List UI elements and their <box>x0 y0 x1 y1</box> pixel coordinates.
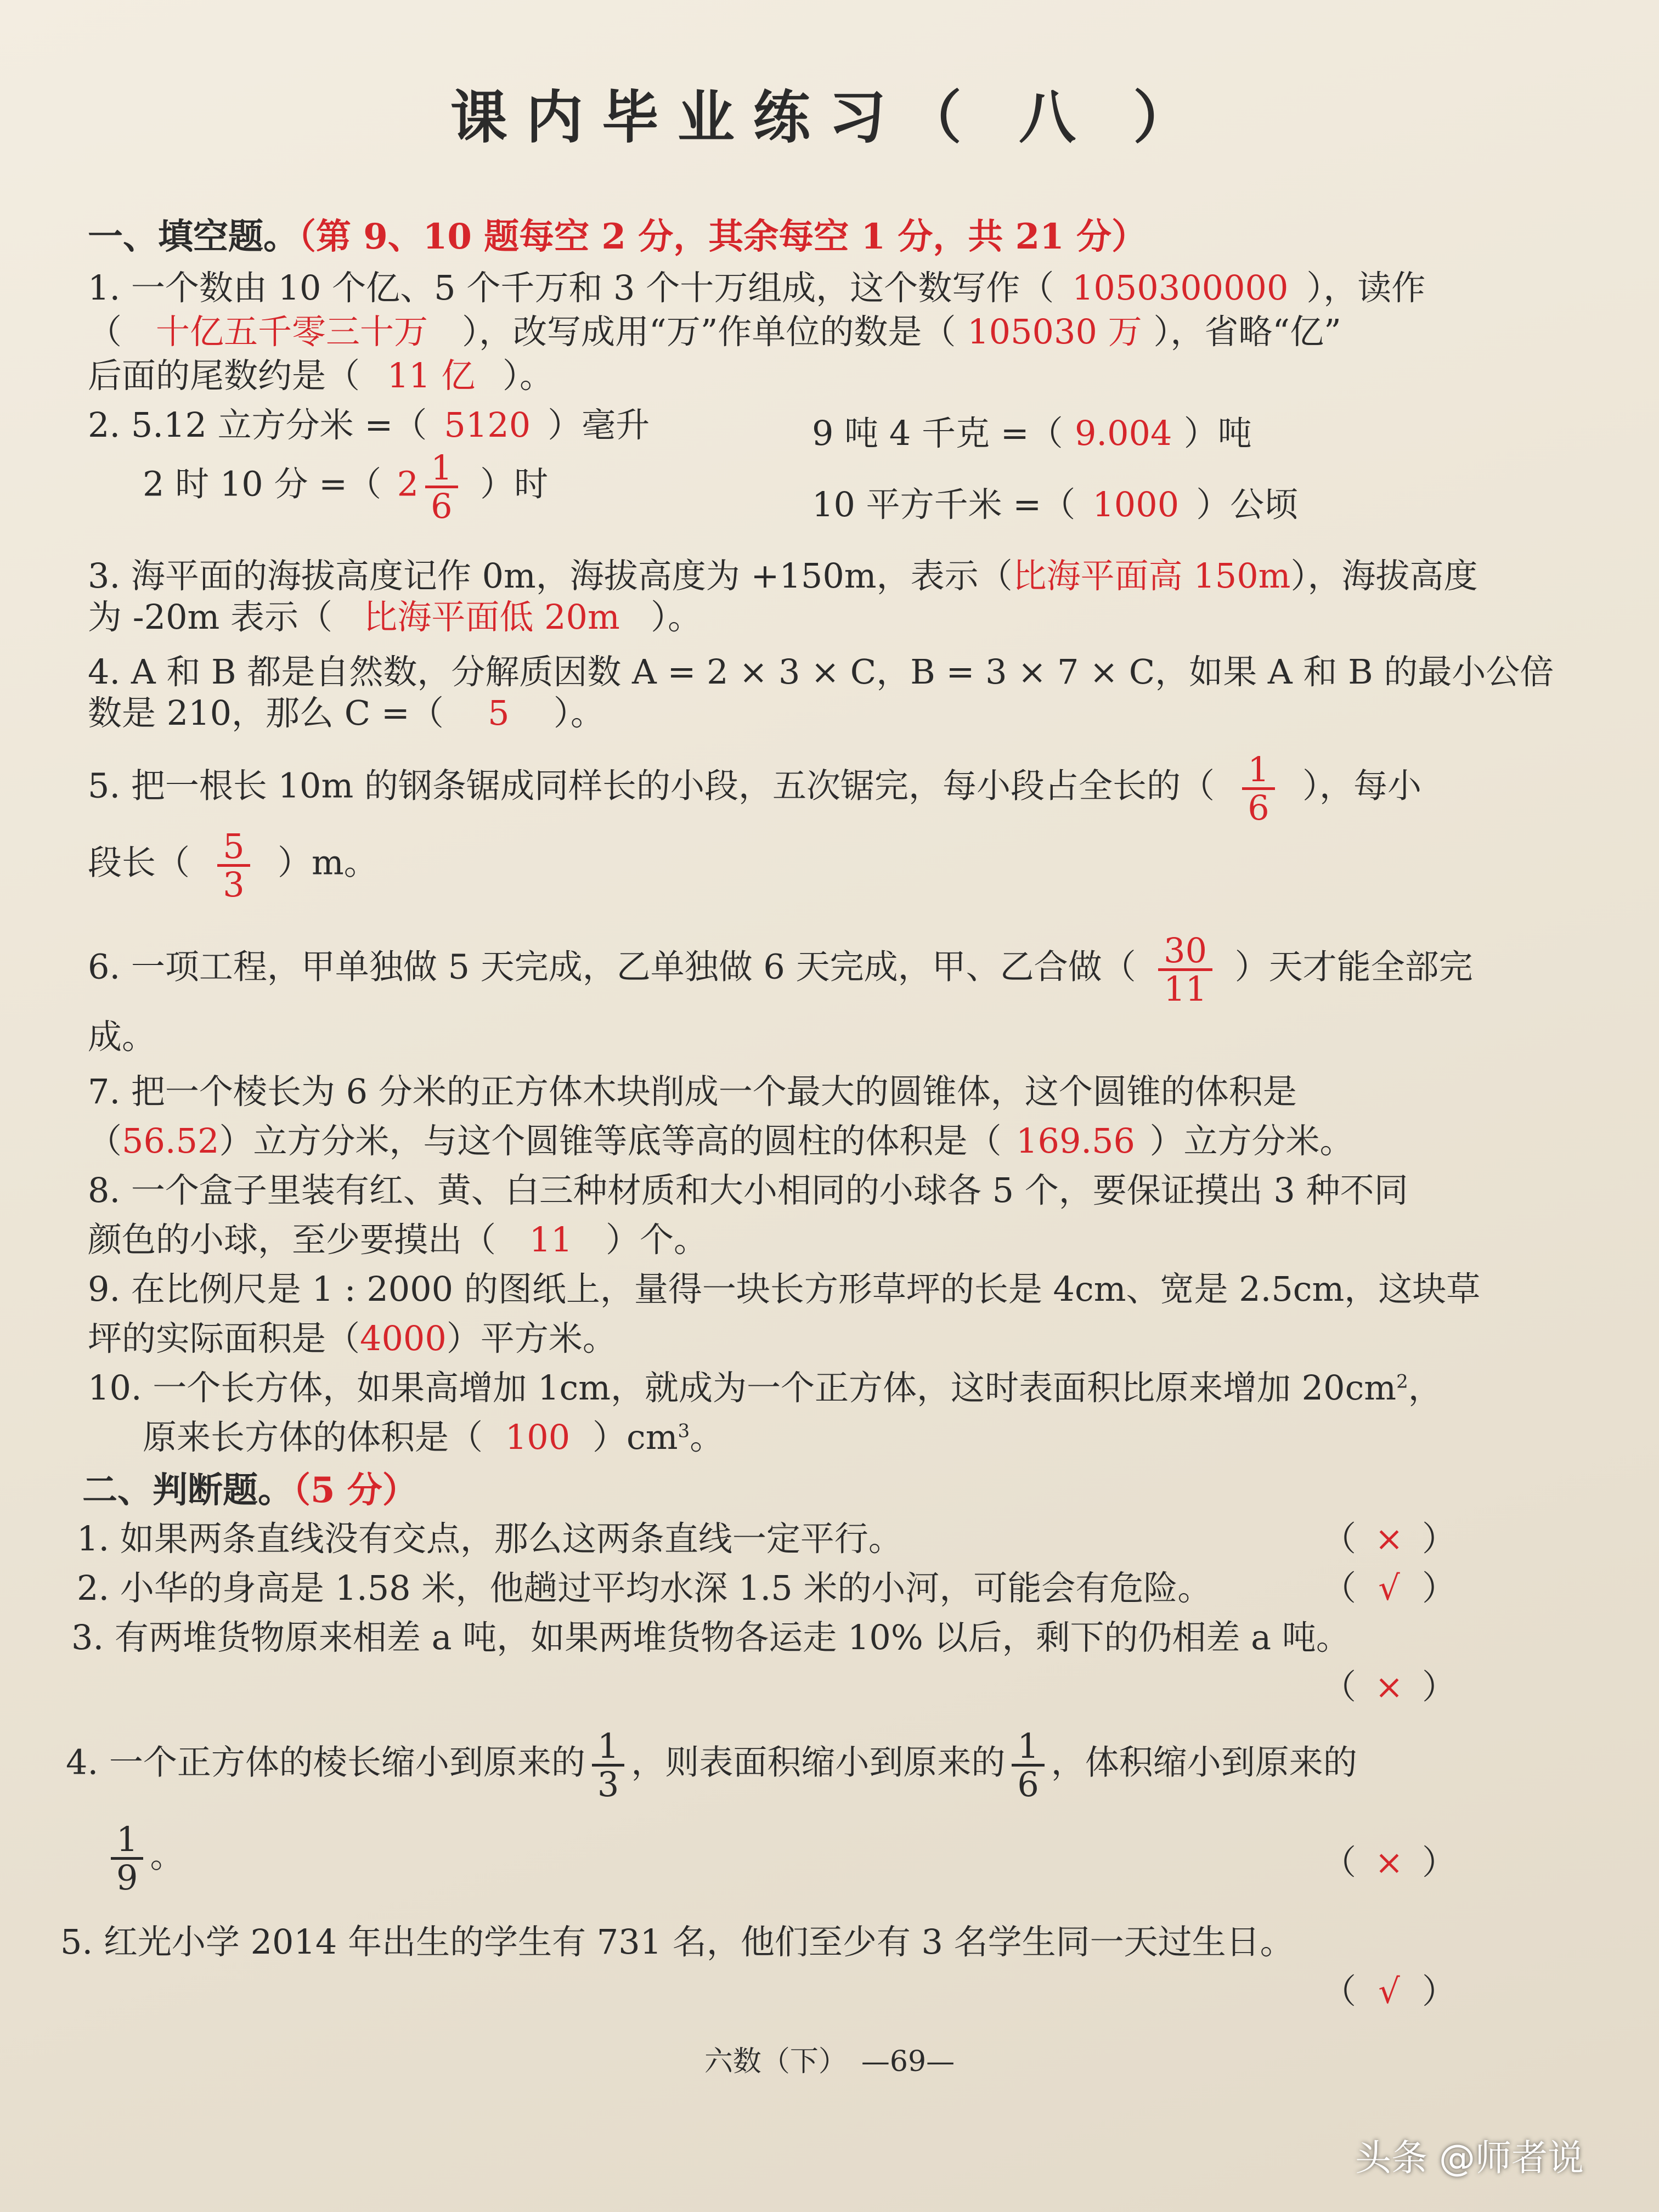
judge-2-answer <box>1322 1561 1456 1610</box>
q5-line-2 <box>88 826 1481 905</box>
watermark: 头条 @师者说 <box>1355 2137 1584 2179</box>
q2-text-8: ）公顷 <box>1196 484 1299 524</box>
q7-text-1: （ <box>88 1121 122 1161</box>
q3-answer-2: 比海平面低 20m <box>363 597 620 637</box>
q2-answer-4: 1000 <box>1092 484 1180 524</box>
judge-3-paren-close: ） <box>1422 1667 1457 1707</box>
q1-text-3: （ <box>88 312 122 352</box>
q7-answer-2: 169.56 <box>1016 1121 1135 1161</box>
q9-line-1: 9. 在比例尺是 1 : 2000 的图纸上，量得一块长方形草坪的长是 4cm、宽是 2.5cm，这块草 <box>88 1269 1481 1309</box>
judge-5-text: 5. 红光小学 2014 年出生的学生有 731 名，他们至少有 3 名学生同一天过生日。 <box>60 1922 1294 1962</box>
q4-text-2: ）。 <box>553 693 605 733</box>
q1-line-1 <box>88 261 1481 309</box>
judge-4-line-2 <box>104 1819 433 1898</box>
q2-text-1: 2. 5.12 立方分米 =（ <box>88 405 427 445</box>
q9-line-2 <box>88 1311 1481 1360</box>
q2-answer-2: 9.004 <box>1074 413 1172 453</box>
judge-4-text-4: 。 <box>150 1835 184 1876</box>
q2-text-6: ）时 <box>480 464 549 504</box>
q4-line-1: 4. A 和 B 都是自然数，分解质因数 A = 2 × 3 × C，B = 3 × 7 × C，如果 A 和 B 的最小公倍 <box>88 652 1554 692</box>
q3-text-3: 为 -20m 表示（ <box>88 597 333 637</box>
q3-answer-1: 比海平面高 150m <box>1012 556 1291 596</box>
judge-5-answer <box>1322 1964 1456 2013</box>
q3-text-2: ），海拔高度 <box>1290 556 1478 596</box>
q1-answer-number: 1050300000 <box>1071 268 1289 308</box>
q8-line-1: 8. 一个盒子里装有红、黄、白三种材质和大小相同的小球各 5 个，要保证摸出 3 种不同 <box>88 1170 1408 1210</box>
q3-line-2 <box>88 590 1481 639</box>
judge-1-paren-open: （ <box>1322 1519 1357 1559</box>
q2-part-2 <box>812 406 1470 455</box>
judge-4-line-1 <box>66 1726 1492 1805</box>
q7-text-2: ）立方分米，与这个圆锥等底等高的圆柱的体积是（ <box>219 1121 1002 1161</box>
judge-4-frac-3-denominator: 9 <box>116 1858 138 1898</box>
q1-text-2: ），读作 <box>1306 268 1426 308</box>
q5-text-4: ）m。 <box>278 842 378 883</box>
judge-1-mark: × <box>1375 1519 1403 1559</box>
q1-text-1: 1. 一个数由 10 个亿、5 个千万和 3 个十万组成，这个数写作（ <box>88 268 1054 308</box>
q5-text-3: 段长（ <box>88 842 190 883</box>
judge-4-paren-close: ） <box>1422 1842 1457 1882</box>
q4-line-2 <box>88 686 1481 735</box>
judge-2-paren-open: （ <box>1322 1568 1357 1608</box>
q8-answer: 11 <box>529 1220 573 1260</box>
q10-line-1 <box>88 1361 1481 1409</box>
q9-text-1: 坪的实际面积是（ <box>88 1318 360 1358</box>
q8-text-1: 颜色的小球，至少要摸出（ <box>88 1220 496 1260</box>
q3-text-1: 3. 海平面的海拔高度记作 0m，海拔高度为 +150m，表示（ <box>88 556 1013 596</box>
q6-text-2: ）天才能全部完 <box>1234 946 1473 987</box>
section-judge-title: 二、判断题。 <box>82 1470 293 1511</box>
q7-text-3: ）立方分米。 <box>1149 1121 1354 1161</box>
section-fill-blank-heading <box>88 208 1147 259</box>
section-judge-heading <box>82 1462 417 1513</box>
q1-text-4: ），改写成用“万”作单位的数是（ <box>462 312 956 352</box>
section-fill-blank-points: （第 9、10 题每空 2 分，其余每空 1 分，共 21 分） <box>298 216 1147 257</box>
q4-answer: 5 <box>488 693 510 733</box>
q5-answer-1-numerator: 1 <box>1242 752 1274 790</box>
judge-1-paren-close: ） <box>1422 1519 1457 1559</box>
q1-text-6: 后面的尾数约是（ <box>88 356 360 396</box>
q6-answer-numerator: 30 <box>1158 933 1212 971</box>
q8-line-2 <box>88 1212 1481 1261</box>
q5-line-1 <box>88 749 1481 828</box>
judge-4-paren-open: （ <box>1322 1842 1357 1882</box>
judge-1-answer <box>1322 1511 1456 1560</box>
q2-text-4: ）吨 <box>1183 413 1252 453</box>
judge-5-mark: √ <box>1378 1971 1400 2011</box>
q1-line-2 <box>88 304 1481 353</box>
judge-4-frac-1-denominator: 3 <box>597 1764 619 1805</box>
judge-2-paren-close: ） <box>1422 1568 1457 1608</box>
q1-answer-yi: 11 亿 <box>387 356 476 396</box>
q10-sup-2: 3 <box>678 1420 690 1442</box>
judge-4-mark: × <box>1375 1842 1403 1882</box>
judge-4-text-3: ，体积缩小到原来的 <box>1051 1742 1357 1782</box>
q3-text-4: ）。 <box>651 597 702 637</box>
q2-part-1 <box>88 398 801 447</box>
q2-part-3 <box>143 448 746 527</box>
q10-answer: 100 <box>505 1417 571 1457</box>
page-title: 课内毕业练习（ 八 ） <box>450 83 1209 151</box>
q10-text-1: 10. 一个长方体，如果高增加 1cm，就成为一个正方体，这时表面积比原来增加 20cm <box>88 1368 1397 1408</box>
judge-3-answer <box>1322 1660 1456 1708</box>
q5-answer-1-denominator: 6 <box>1248 788 1269 828</box>
q2-answer-3 <box>381 448 480 527</box>
q2-text-5: 2 时 10 分 =（ <box>143 464 382 504</box>
q6-text-1: 6. 一项工程，甲单独做 5 天完成，乙单独做 6 天完成，甲、乙合做（ <box>88 946 1136 987</box>
q5-text-2: ），每小 <box>1302 765 1421 806</box>
judge-2-text: 2. 小华的身高是 1.58 米，他趟过平均水深 1.5 米的小河，可能会有危险。 <box>77 1568 1212 1608</box>
judge-4-frac-2-denominator: 6 <box>1017 1764 1039 1805</box>
q2-part-4 <box>812 477 1470 526</box>
q5-answer-2-denominator: 3 <box>223 865 245 905</box>
q1-answer-wan: 105030 万 <box>967 312 1142 352</box>
judge-4-answer <box>1322 1835 1456 1884</box>
q2-text-7: 10 平方千米 =（ <box>812 484 1076 524</box>
judge-2-mark: √ <box>1378 1568 1400 1608</box>
q10-line-2 <box>143 1410 1536 1459</box>
section-judge-points: （5 分） <box>293 1470 417 1511</box>
q10-text-5: 。 <box>690 1417 724 1457</box>
judge-4-frac-1-numerator: 1 <box>592 1728 624 1767</box>
page-footer: 六数（下） —69— <box>704 2045 955 2078</box>
q10-text-2: ， <box>1408 1368 1442 1408</box>
q2-text-2: ）毫升 <box>548 405 650 445</box>
judge-5-paren-open: （ <box>1322 1971 1357 2011</box>
q9-text-2: ）平方米。 <box>446 1318 617 1358</box>
judge-5-paren-close: ） <box>1422 1971 1457 2011</box>
q7-answer-1: 56.52 <box>122 1121 219 1161</box>
q4-text-1: 数是 210，那么 C =（ <box>88 693 444 733</box>
q6-line-2: 成。 <box>88 1017 156 1057</box>
judge-3-text: 3. 有两堆货物原来相差 a 吨，如果两堆货物各运走 10% 以后，剩下的仍相差 a 吨。 <box>71 1617 1350 1657</box>
judge-1-text: 1. 如果两条直线没有交点，那么这两条直线一定平行。 <box>77 1519 902 1559</box>
q1-text-5: ），省略“亿” <box>1153 312 1341 352</box>
q7-line-1: 7. 把一个棱长为 6 分米的正方体木块削成一个最大的圆锥体，这个圆锥的体积是 <box>88 1071 1297 1111</box>
q9-answer: 4000 <box>360 1318 447 1358</box>
judge-3-paren-open: （ <box>1322 1667 1357 1707</box>
judge-4-text-1: 4. 一个正方体的棱长缩小到原来的 <box>66 1742 585 1782</box>
q1-answer-reading: 十亿五千零三十万 <box>156 312 428 352</box>
q1-line-3 <box>88 348 1481 397</box>
q5-answer-2-numerator: 5 <box>217 828 250 867</box>
q2-answer-3-denominator: 6 <box>431 486 453 527</box>
judge-4-text-2: ，则表面积缩小到原来的 <box>631 1742 1006 1782</box>
q2-answer-1: 5120 <box>444 405 531 445</box>
judge-3-mark: × <box>1375 1667 1403 1707</box>
q1-text-7: ）。 <box>503 356 554 396</box>
q2-answer-3-whole: 2 <box>397 464 419 504</box>
q6-answer-denominator: 11 <box>1164 969 1207 1009</box>
q5-text-1: 5. 把一根长 10m 的钢条锯成同样长的小段，五次锯完，每小段占全长的（ <box>88 765 1215 806</box>
section-fill-blank-title: 一、填空题。 <box>88 216 298 257</box>
q10-text-3: 原来长方体的体积是（ <box>143 1417 483 1457</box>
q10-text-4: ）cm <box>592 1417 678 1457</box>
q6-line-1 <box>88 930 1481 1009</box>
q2-answer-3-numerator: 1 <box>425 450 458 488</box>
judge-4-frac-2-numerator: 1 <box>1012 1728 1044 1767</box>
q10-sup-1: 2 <box>1396 1370 1408 1393</box>
q7-line-2 <box>88 1114 1481 1163</box>
judge-4-frac-3-numerator: 1 <box>111 1821 143 1860</box>
q8-text-2: ）个。 <box>606 1220 708 1260</box>
q2-text-3: 9 吨 4 千克 =（ <box>812 413 1063 453</box>
